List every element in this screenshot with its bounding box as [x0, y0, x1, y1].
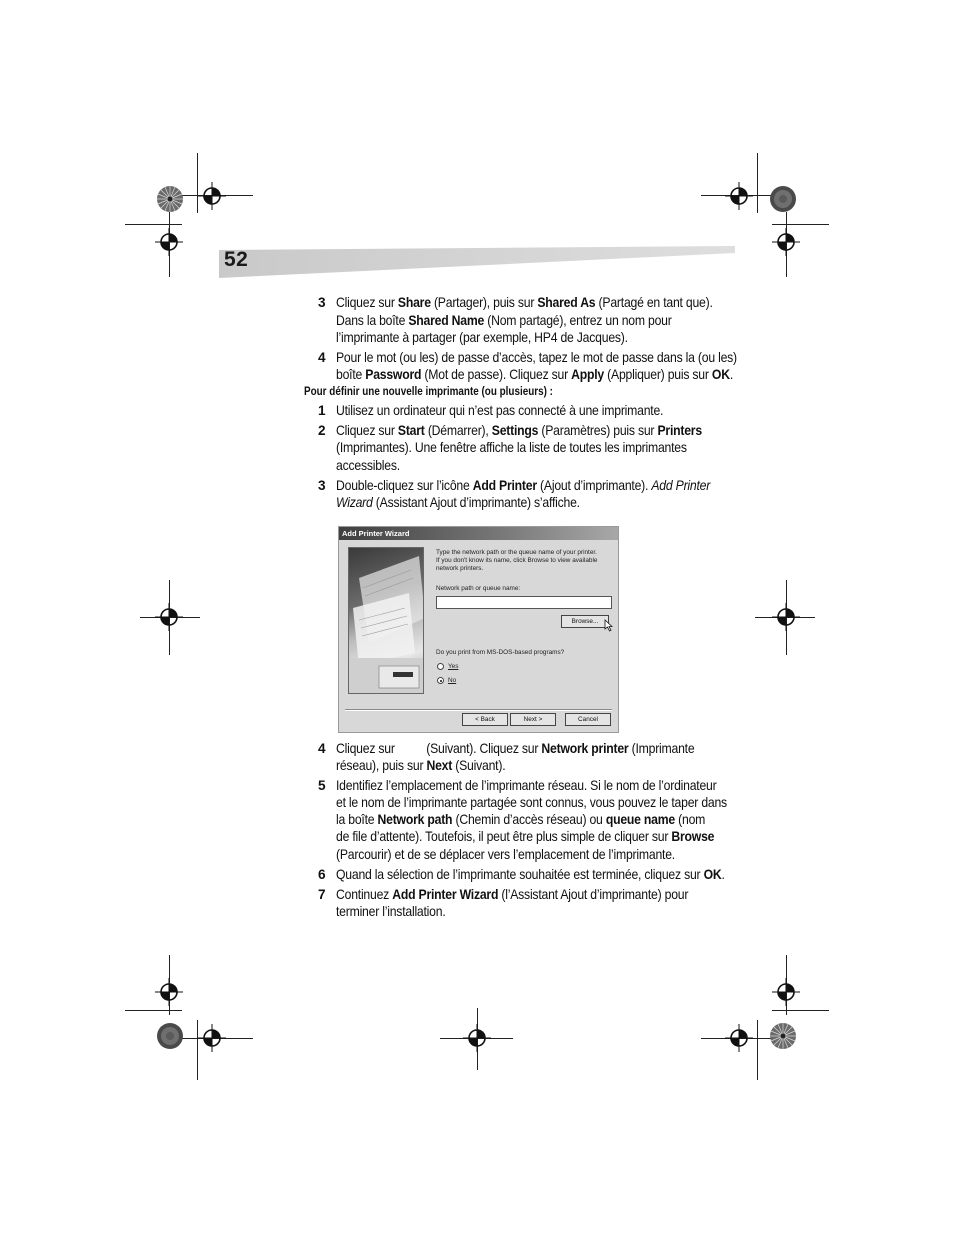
- step-text-line: Quand la sélection de l’imprimante souhaitée est terminée, cliquez sur OK.: [336, 867, 725, 882]
- registration-target-icon: [155, 228, 183, 256]
- network-path-label: Network path or queue name:: [436, 585, 521, 592]
- registration-target-icon: [772, 978, 800, 1006]
- step-text-line: boîte Password (Mot de passe). Cliquez sur Apply (Appliquer) puis sur OK.: [336, 367, 733, 382]
- dialog-title: Add Printer Wizard: [339, 527, 618, 540]
- cancel-button[interactable]: Cancel: [565, 713, 611, 726]
- printer-illustration: [349, 548, 424, 694]
- step-text-line: Identifiez l’emplacement de l’imprimante réseau. Si le nom de l’ordinateur: [336, 778, 717, 793]
- step-text-line: Wizard (Assistant Ajout d’imprimante) s’affiche.: [336, 495, 580, 510]
- section-subheading: Pour définir une nouvelle imprimante (ou plusieurs) :: [304, 386, 553, 398]
- step-text-line: Cliquez sur (Suivant). Cliquez sur Network printer (Imprimante: [336, 741, 695, 756]
- step-number: 7: [318, 887, 326, 902]
- registration-target-icon: [155, 978, 183, 1006]
- radio-no-label: No: [448, 677, 457, 684]
- browse-button[interactable]: Browse...: [561, 615, 609, 628]
- radio-yes[interactable]: [437, 663, 444, 670]
- step-text-line: Cliquez sur Share (Partager), puis sur Shared As (Partagé en tant que).: [336, 295, 713, 310]
- sunburst-target-icon: [156, 185, 184, 213]
- registration-target-icon: [725, 182, 753, 210]
- step-number: 4: [318, 350, 326, 365]
- step-number: 1: [318, 403, 326, 418]
- registration-target-icon: [463, 1024, 491, 1052]
- step-text-line: Double-cliquez sur l’icône Add Printer (Ajout d’imprimante). Add Printer: [336, 478, 711, 493]
- header-band: [219, 246, 735, 278]
- dialog-separator: [345, 709, 612, 711]
- step-number: 5: [318, 778, 326, 793]
- step-text-line: Continuez Add Printer Wizard (l’Assistant Ajout d’imprimante) pour: [336, 887, 689, 902]
- sunburst-target-icon: [156, 1022, 184, 1050]
- dialog-intro-line: network printers.: [436, 565, 484, 572]
- registration-target-icon: [198, 182, 226, 210]
- step-text-line: accessibles.: [336, 458, 400, 473]
- step-text-line: (Imprimantes). Une fenêtre affiche la liste de toutes les imprimantes: [336, 440, 687, 455]
- page-number: 52: [224, 248, 249, 271]
- step-number: 3: [318, 478, 326, 493]
- registration-target-icon: [155, 603, 183, 631]
- radio-yes-label: Yes: [448, 663, 459, 670]
- registration-target-icon: [725, 1024, 753, 1052]
- step-text-line: (Parcourir) et de se déplacer vers l’emplacement de l’imprimante.: [336, 847, 675, 862]
- step-number: 4: [318, 741, 326, 756]
- registration-target-icon: [772, 603, 800, 631]
- back-button[interactable]: < Back: [462, 713, 508, 726]
- sunburst-target-icon: [769, 1022, 797, 1050]
- next-button[interactable]: Next >: [510, 713, 556, 726]
- radio-no[interactable]: [437, 677, 444, 684]
- sunburst-target-icon: [769, 185, 797, 213]
- step-text-line: Utilisez un ordinateur qui n’est pas connecté à une imprimante.: [336, 403, 664, 418]
- ms-dos-question: Do you print from MS-DOS-based programs?: [436, 649, 565, 656]
- step-number: 6: [318, 867, 326, 882]
- step-number: 2: [318, 423, 326, 438]
- step-text-line: de file d’attente). Toutefois, il peut être plus simple de cliquer sur Browse: [336, 829, 715, 844]
- step-text-line: réseau), puis sur Next (Suivant).: [336, 758, 506, 773]
- registration-target-icon: [198, 1024, 226, 1052]
- registration-target-icon: [772, 228, 800, 256]
- step-text-line: l’imprimante à partager (par exemple, HP4 de Jacques).: [336, 330, 628, 345]
- printer-photo: [348, 547, 424, 694]
- step-text-line: et le nom de l’imprimante partagée sont connus, vous pouvez le taper dans: [336, 795, 727, 810]
- mouse-pointer-icon: [604, 619, 613, 632]
- step-text-line: terminer l’installation.: [336, 904, 446, 919]
- step-number: 3: [318, 295, 326, 310]
- add-printer-wizard-screenshot: [338, 526, 619, 733]
- step-text-line: Cliquez sur Start (Démarrer), Settings (Paramètres) puis sur Printers: [336, 423, 702, 438]
- step-text-line: Dans la boîte Shared Name (Nom partagé), entrez un nom pour: [336, 313, 672, 328]
- network-path-input[interactable]: [436, 596, 612, 609]
- dialog-intro-line: Type the network path or the queue name of your printer.: [436, 549, 597, 556]
- step-text-line: la boîte Network path (Chemin d’accès réseau) ou queue name (nom: [336, 812, 706, 827]
- dialog-intro-line: If you don't know its name, click Browse to view available: [436, 557, 598, 564]
- step-text-line: Pour le mot (ou les) de passe d’accès, tapez le mot de passe dans la (ou les): [336, 350, 737, 365]
